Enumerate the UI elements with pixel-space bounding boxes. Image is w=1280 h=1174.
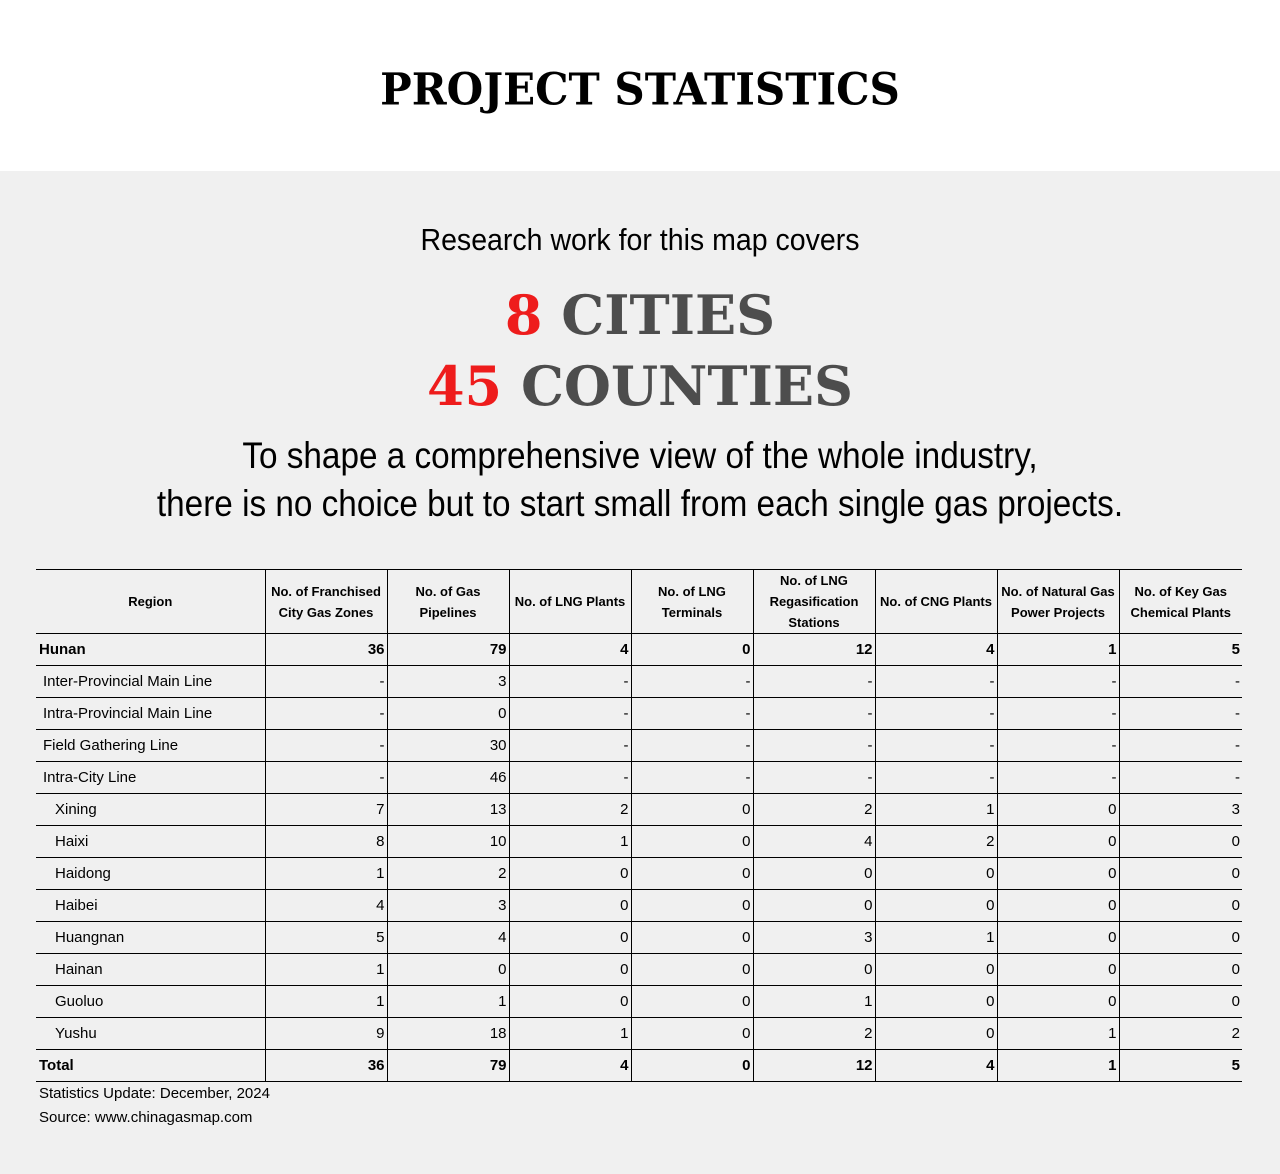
- value-cell: 0: [753, 954, 875, 986]
- value-cell: 13: [387, 794, 509, 826]
- value-cell: 5: [265, 922, 387, 954]
- value-cell: -: [1119, 666, 1242, 698]
- region-cell: Yushu: [36, 1018, 265, 1050]
- value-cell: 5: [1119, 1050, 1242, 1082]
- value-cell: 3: [1119, 794, 1242, 826]
- value-cell: 1: [509, 1018, 631, 1050]
- value-cell: 8: [265, 826, 387, 858]
- slogan: [0, 432, 1280, 528]
- value-cell: -: [631, 730, 753, 762]
- value-cell: 0: [631, 826, 753, 858]
- value-cell: -: [875, 762, 997, 794]
- value-cell: 0: [875, 890, 997, 922]
- region-cell: Inter-Provincial Main Line: [36, 666, 265, 698]
- value-cell: 4: [387, 922, 509, 954]
- table-row: [36, 794, 1242, 826]
- column-header: No. of LNG Plants: [509, 570, 631, 634]
- value-cell: -: [509, 698, 631, 730]
- value-cell: -: [509, 730, 631, 762]
- region-cell: Hunan: [36, 634, 265, 666]
- column-header: No. of Key Gas Chemical Plants: [1119, 570, 1242, 634]
- column-header: No. of Gas Pipelines: [387, 570, 509, 634]
- table-row: [36, 698, 1242, 730]
- value-cell: 0: [631, 954, 753, 986]
- region-cell: Haidong: [36, 858, 265, 890]
- value-cell: 0: [997, 794, 1119, 826]
- value-cell: 0: [387, 698, 509, 730]
- value-cell: -: [509, 762, 631, 794]
- value-cell: 0: [1119, 986, 1242, 1018]
- value-cell: -: [753, 762, 875, 794]
- value-cell: 5: [1119, 634, 1242, 666]
- table-row: [36, 1018, 1242, 1050]
- value-cell: 0: [1119, 922, 1242, 954]
- value-cell: 7: [265, 794, 387, 826]
- source-link: Source: www.chinagasmap.com: [39, 1109, 253, 1126]
- value-cell: -: [265, 762, 387, 794]
- counties-number: 45: [426, 354, 503, 418]
- value-cell: 1: [997, 1018, 1119, 1050]
- value-cell: 9: [265, 1018, 387, 1050]
- value-cell: 1: [265, 986, 387, 1018]
- value-cell: 30: [387, 730, 509, 762]
- value-cell: -: [1119, 730, 1242, 762]
- value-cell: 0: [509, 922, 631, 954]
- value-cell: 0: [631, 1018, 753, 1050]
- value-cell: 12: [753, 1050, 875, 1082]
- value-cell: 2: [753, 794, 875, 826]
- value-cell: 0: [875, 954, 997, 986]
- value-cell: -: [875, 698, 997, 730]
- value-cell: 0: [875, 986, 997, 1018]
- value-cell: 79: [387, 634, 509, 666]
- table-row: [36, 762, 1242, 794]
- region-cell: Field Gathering Line: [36, 730, 265, 762]
- statistics-update: Statistics Update: December, 2024: [39, 1085, 270, 1102]
- value-cell: -: [509, 666, 631, 698]
- column-header: No. of CNG Plants: [875, 570, 997, 634]
- value-cell: -: [753, 666, 875, 698]
- value-cell: 4: [753, 826, 875, 858]
- cities-label: CITIES: [561, 283, 776, 347]
- value-cell: 4: [509, 1050, 631, 1082]
- value-cell: 0: [631, 986, 753, 1018]
- cities-number: 8: [504, 283, 543, 347]
- value-cell: 79: [387, 1050, 509, 1082]
- table-row: [36, 634, 1242, 666]
- value-cell: 18: [387, 1018, 509, 1050]
- value-cell: -: [265, 698, 387, 730]
- value-cell: -: [753, 698, 875, 730]
- value-cell: -: [1119, 698, 1242, 730]
- value-cell: 10: [387, 826, 509, 858]
- value-cell: -: [265, 666, 387, 698]
- region-cell: Haibei: [36, 890, 265, 922]
- value-cell: 0: [387, 954, 509, 986]
- value-cell: -: [997, 730, 1119, 762]
- value-cell: 0: [631, 890, 753, 922]
- value-cell: 0: [1119, 890, 1242, 922]
- value-cell: 2: [387, 858, 509, 890]
- value-cell: -: [997, 762, 1119, 794]
- value-cell: -: [997, 698, 1119, 730]
- value-cell: 0: [997, 986, 1119, 1018]
- value-cell: 2: [509, 794, 631, 826]
- value-cell: 0: [631, 858, 753, 890]
- table-row: [36, 986, 1242, 1018]
- value-cell: -: [265, 730, 387, 762]
- value-cell: -: [997, 666, 1119, 698]
- page-title: PROJECT STATISTICS: [380, 63, 900, 116]
- value-cell: 0: [631, 1050, 753, 1082]
- value-cell: -: [875, 730, 997, 762]
- value-cell: 1: [509, 826, 631, 858]
- table-header-row: [36, 570, 1242, 634]
- value-cell: 1: [265, 858, 387, 890]
- table-row: [36, 890, 1242, 922]
- value-cell: 0: [1119, 826, 1242, 858]
- value-cell: -: [875, 666, 997, 698]
- counties-label: COUNTIES: [520, 354, 854, 418]
- header: [0, 0, 1280, 171]
- slogan-line-1: To shape a comprehensive view of the whole industry,: [242, 435, 1038, 476]
- value-cell: 12: [753, 634, 875, 666]
- value-cell: 4: [875, 1050, 997, 1082]
- region-cell: Xining: [36, 794, 265, 826]
- region-cell: Intra-Provincial Main Line: [36, 698, 265, 730]
- region-cell: Guoluo: [36, 986, 265, 1018]
- value-cell: 2: [1119, 1018, 1242, 1050]
- value-cell: 0: [631, 634, 753, 666]
- value-cell: 1: [265, 954, 387, 986]
- value-cell: 3: [387, 890, 509, 922]
- value-cell: 36: [265, 1050, 387, 1082]
- column-header: Region: [36, 570, 265, 634]
- value-cell: 46: [387, 762, 509, 794]
- value-cell: -: [631, 762, 753, 794]
- table-row: [36, 666, 1242, 698]
- value-cell: 0: [753, 858, 875, 890]
- value-cell: 1: [875, 922, 997, 954]
- column-header: No. of Natural Gas Power Projects: [997, 570, 1119, 634]
- value-cell: 0: [509, 890, 631, 922]
- value-cell: 0: [997, 826, 1119, 858]
- value-cell: 0: [631, 794, 753, 826]
- value-cell: 0: [509, 986, 631, 1018]
- table-row: [36, 730, 1242, 762]
- region-cell: Intra-City Line: [36, 762, 265, 794]
- region-cell: Haixi: [36, 826, 265, 858]
- value-cell: 1: [997, 634, 1119, 666]
- intro-text: Research work for this map covers: [420, 222, 860, 257]
- value-cell: 3: [753, 922, 875, 954]
- value-cell: 1: [997, 1050, 1119, 1082]
- value-cell: 0: [753, 890, 875, 922]
- value-cell: 4: [875, 634, 997, 666]
- value-cell: 0: [1119, 858, 1242, 890]
- value-cell: 0: [875, 858, 997, 890]
- statistics-table: [36, 569, 1242, 1082]
- region-cell: Hainan: [36, 954, 265, 986]
- slogan-line-2: there is no choice but to start small from each single gas projects.: [156, 483, 1124, 524]
- value-cell: 2: [753, 1018, 875, 1050]
- value-cell: -: [631, 698, 753, 730]
- value-cell: -: [1119, 762, 1242, 794]
- counties-stat: [0, 356, 1280, 416]
- value-cell: 36: [265, 634, 387, 666]
- cities-stat: [0, 285, 1280, 345]
- value-cell: 0: [631, 922, 753, 954]
- value-cell: 4: [509, 634, 631, 666]
- value-cell: 1: [875, 794, 997, 826]
- value-cell: 0: [997, 890, 1119, 922]
- value-cell: 3: [387, 666, 509, 698]
- value-cell: 0: [997, 858, 1119, 890]
- table-row: [36, 826, 1242, 858]
- table-row: [36, 858, 1242, 890]
- value-cell: 0: [509, 954, 631, 986]
- value-cell: 1: [753, 986, 875, 1018]
- region-cell: Total: [36, 1050, 265, 1082]
- table-row: [36, 1050, 1242, 1082]
- value-cell: 2: [875, 826, 997, 858]
- table-row: [36, 954, 1242, 986]
- column-header: No. of LNG Regasification Stations: [753, 570, 875, 634]
- column-header: No. of Franchised City Gas Zones: [265, 570, 387, 634]
- value-cell: -: [753, 730, 875, 762]
- value-cell: 0: [997, 954, 1119, 986]
- value-cell: 0: [1119, 954, 1242, 986]
- value-cell: 0: [997, 922, 1119, 954]
- value-cell: 1: [387, 986, 509, 1018]
- table-row: [36, 922, 1242, 954]
- value-cell: -: [631, 666, 753, 698]
- value-cell: 0: [509, 858, 631, 890]
- column-header: No. of LNG Terminals: [631, 570, 753, 634]
- value-cell: 0: [875, 1018, 997, 1050]
- value-cell: 4: [265, 890, 387, 922]
- region-cell: Huangnan: [36, 922, 265, 954]
